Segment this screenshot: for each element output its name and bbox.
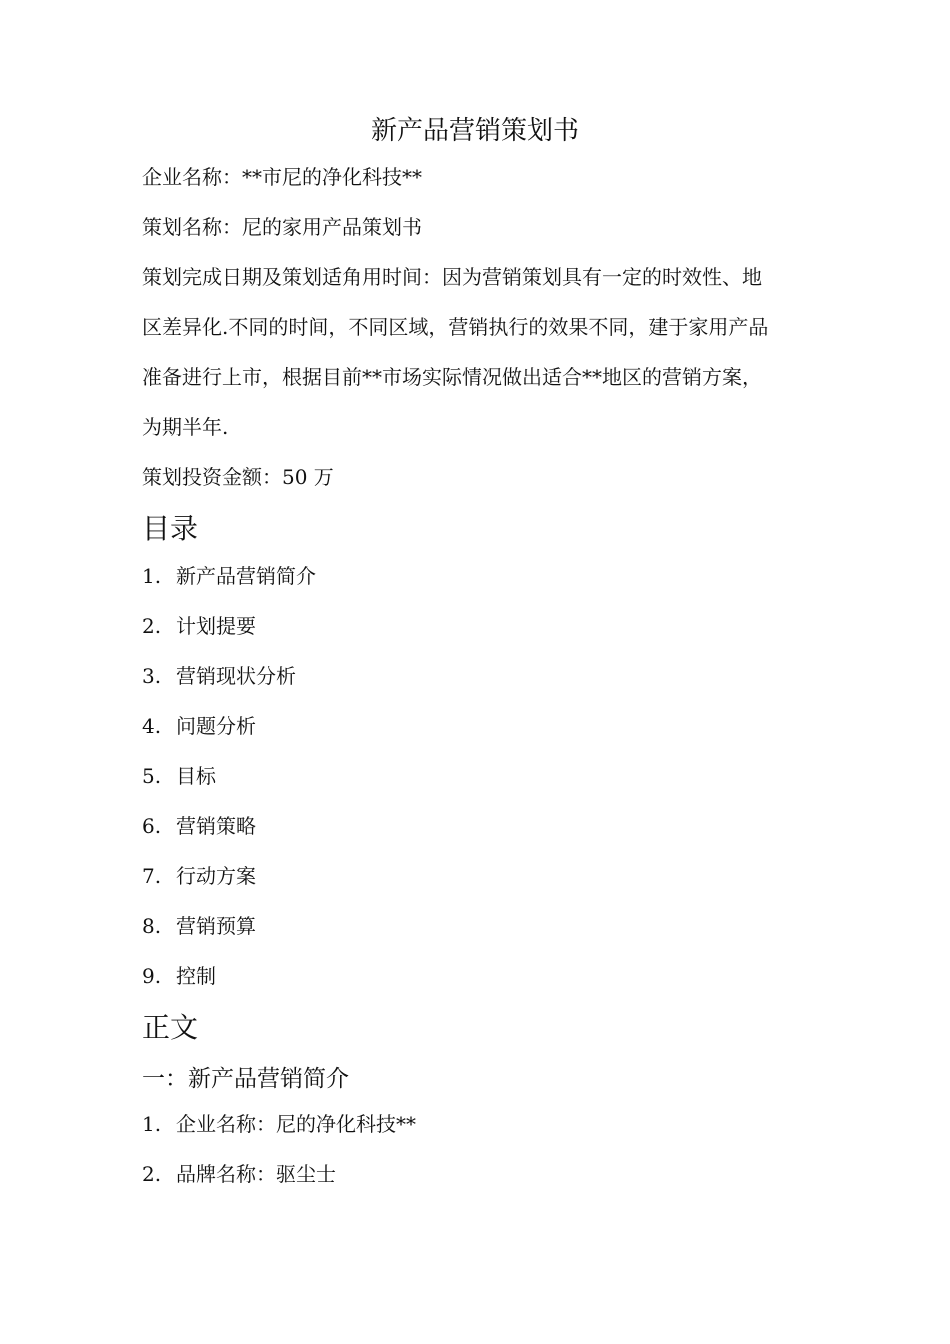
toc-item-number: 9. — [142, 964, 162, 988]
toc-item-number: 2. — [142, 614, 162, 638]
toc-item — [142, 962, 216, 990]
toc-heading: 目录 — [142, 512, 199, 545]
toc-item-label: 新产品营销简介 — [176, 564, 316, 588]
toc-item-number: 6. — [142, 814, 162, 838]
toc-item-label: 目标 — [176, 764, 216, 788]
toc-item-label: 问题分析 — [176, 714, 256, 738]
toc-item-number: 8. — [142, 914, 162, 938]
toc-item-number: 3. — [142, 664, 162, 688]
company-name-line: 企业名称：**市尼的净化科技** — [142, 165, 422, 189]
document-title: 新产品营销策划书 — [370, 116, 579, 146]
section-item — [142, 1160, 336, 1188]
toc-item — [142, 912, 256, 940]
toc-item — [142, 562, 316, 590]
toc-item — [142, 862, 256, 890]
toc-item-number: 4. — [142, 714, 162, 738]
toc-item — [142, 662, 296, 690]
investment-line: 策划投资金额：50 万 — [142, 465, 334, 489]
toc-item-label: 计划提要 — [176, 614, 256, 638]
period-line-4: 为期半年. — [142, 415, 229, 439]
section-item-label: 品牌名称：驱尘士 — [176, 1162, 336, 1186]
toc-item-number: 1. — [142, 564, 162, 588]
toc-item — [142, 812, 256, 840]
toc-item-label: 营销策略 — [176, 814, 256, 838]
toc-item-label: 营销预算 — [176, 914, 256, 938]
section-item-label: 企业名称：尼的净化科技** — [176, 1112, 416, 1136]
section-heading: 一：新产品营销简介 — [142, 1066, 349, 1092]
toc-item — [142, 612, 256, 640]
section-item-number: 2. — [142, 1162, 162, 1186]
period-line-2: 区差异化.不同的时间，不同区域，营销执行的效果不同，建于家用产品 — [142, 315, 769, 339]
period-line-3: 准备进行上市，根据目前**市场实际情况做出适合**地区的营销方案， — [142, 365, 762, 389]
body-heading: 正文 — [142, 1011, 199, 1044]
toc-item — [142, 712, 256, 740]
section-item — [142, 1110, 416, 1138]
toc-item — [142, 762, 216, 790]
period-line-1: 策划完成日期及策划适角用时间：因为营销策划具有一定的时效性、地 — [142, 265, 762, 289]
toc-item-label: 控制 — [176, 964, 216, 988]
section-item-number: 1. — [142, 1112, 162, 1136]
toc-item-label: 营销现状分析 — [176, 664, 296, 688]
toc-item-number: 5. — [142, 764, 162, 788]
toc-item-number: 7. — [142, 864, 162, 888]
plan-name-line: 策划名称：尼的家用产品策划书 — [142, 215, 422, 239]
toc-item-label: 行动方案 — [176, 864, 256, 888]
